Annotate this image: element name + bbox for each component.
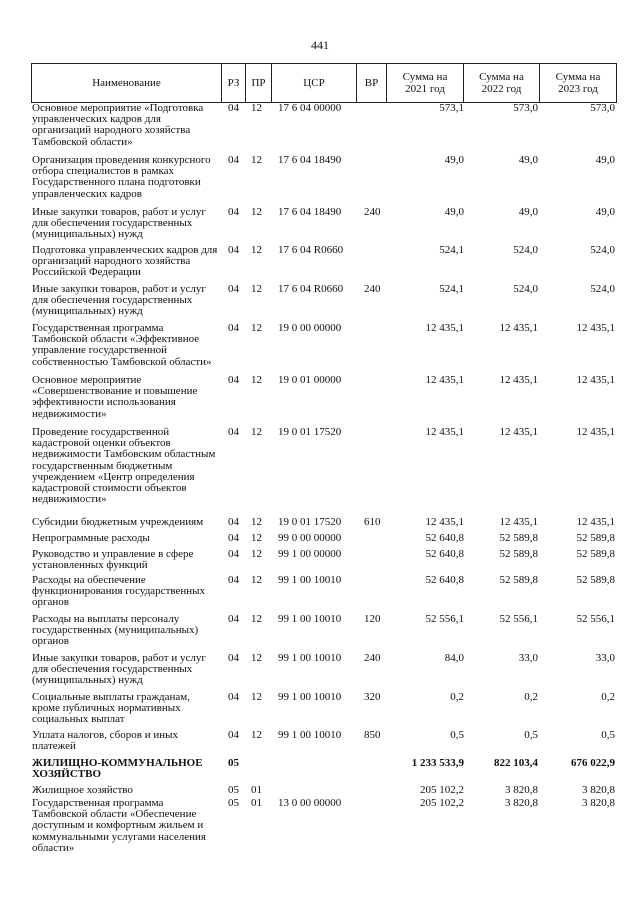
header-sum-2021: Сумма на 2021 год	[387, 64, 464, 102]
row-name: ЖИЛИЩНО-КОММУНАЛЬНОЕ ХОЗЯЙСТВО	[32, 757, 203, 781]
row-csr: 99 1 00 10010	[278, 613, 342, 625]
row-sum-2022: 33,0	[518, 652, 538, 664]
row-pr: 12	[251, 206, 262, 218]
row-vr: 120	[364, 613, 381, 625]
row-pr: 12	[251, 426, 262, 438]
row-name: Государственная программа Тамбовской области «Обеспечение доступным и комфортным жильем и коммунальными услугами населения области»	[32, 797, 206, 854]
row-sum-2023: 3 820,8	[582, 797, 615, 809]
row-rz: 04	[228, 426, 239, 438]
row-pr: 01	[251, 784, 262, 796]
row-sum-2021: 12 435,1	[425, 322, 464, 334]
row-pr: 12	[251, 548, 262, 560]
row-sum-2023: 0,2	[601, 691, 615, 703]
row-sum-2023: 49,0	[595, 154, 615, 166]
row-name: Расходы на выплаты персоналу государственных (муниципальных) органов	[32, 613, 199, 648]
row-sum-2022: 573,0	[513, 102, 538, 114]
row-pr: 12	[251, 154, 262, 166]
row-sum-2021: 524,1	[439, 283, 464, 295]
row-name: Основное мероприятие «Подготовка управленческих кадров для организаций народного хозяйства Тамбовской области»	[32, 102, 204, 148]
row-name: Государственная программа Тамбовской области «Эффективное управление государственной собственностью Тамбовской области»	[32, 322, 212, 368]
row-sum-2022: 52 589,8	[499, 574, 538, 586]
row-sum-2023: 573,0	[590, 102, 615, 114]
row-sum-2022: 49,0	[518, 206, 538, 218]
row-csr: 99 1 00 10010	[278, 691, 342, 703]
row-sum-2023: 49,0	[595, 206, 615, 218]
row-name: Проведение государственной кадастровой оценки объектов недвижимости Тамбовским областным государственным бюджетным учреждением «Центр определения кадастровой стоимости объектов недвижимости»	[32, 426, 216, 506]
row-name: Руководство и управление в сфере установленных функций	[32, 548, 194, 572]
row-sum-2021: 0,2	[450, 691, 464, 703]
row-sum-2021: 205 102,2	[420, 784, 464, 796]
row-sum-2023: 0,5	[601, 729, 615, 741]
row-csr: 19 0 01 00000	[278, 374, 342, 386]
row-sum-2021: 52 640,8	[425, 548, 464, 560]
row-sum-2021: 49,0	[444, 154, 464, 166]
row-pr: 12	[251, 574, 262, 586]
row-rz: 04	[228, 652, 239, 664]
row-sum-2023: 52 556,1	[576, 613, 615, 625]
row-pr: 12	[251, 652, 262, 664]
row-name: Субсидии бюджетным учреждениям	[32, 516, 204, 528]
row-vr: 240	[364, 283, 381, 295]
row-rz: 04	[228, 729, 239, 741]
row-name: Иные закупки товаров, работ и услуг для обеспечения государственных (муниципальных) нужд	[32, 283, 206, 318]
row-csr: 13 0 00 00000	[278, 797, 342, 809]
row-rz: 05	[228, 757, 239, 769]
row-vr: 240	[364, 652, 381, 664]
row-rz: 04	[228, 102, 239, 114]
row-sum-2023: 52 589,8	[576, 532, 615, 544]
row-sum-2021: 52 640,8	[425, 574, 464, 586]
row-rz: 04	[228, 322, 239, 334]
table-header	[31, 63, 617, 103]
row-rz: 04	[228, 532, 239, 544]
row-sum-2022: 52 589,8	[499, 548, 538, 560]
row-sum-2021: 1 233 533,9	[411, 757, 464, 769]
row-sum-2022: 524,0	[513, 283, 538, 295]
row-pr: 12	[251, 613, 262, 625]
row-csr: 17 6 04 18490	[278, 154, 342, 166]
row-sum-2023: 33,0	[595, 652, 615, 664]
row-name: Основное мероприятие «Совершенствование и повышение эффективности использования недвижимости»	[32, 374, 198, 420]
row-sum-2022: 12 435,1	[499, 516, 538, 528]
row-pr: 12	[251, 729, 262, 741]
row-rz: 05	[228, 784, 239, 796]
row-csr: 99 1 00 10010	[278, 652, 342, 664]
header-name: Наименование	[32, 64, 222, 102]
row-sum-2021: 12 435,1	[425, 374, 464, 386]
row-pr: 12	[251, 374, 262, 386]
row-name: Иные закупки товаров, работ и услуг для обеспечения государственных (муниципальных) нужд	[32, 652, 206, 687]
row-rz: 04	[228, 548, 239, 560]
row-sum-2023: 3 820,8	[582, 784, 615, 796]
row-rz: 04	[228, 283, 239, 295]
row-sum-2023: 676 022,9	[571, 757, 615, 769]
row-sum-2021: 524,1	[439, 244, 464, 256]
row-sum-2023: 12 435,1	[576, 426, 615, 438]
row-sum-2022: 3 820,8	[505, 784, 538, 796]
row-csr: 19 0 01 17520	[278, 516, 342, 528]
row-csr: 99 1 00 00000	[278, 548, 342, 560]
row-rz: 04	[228, 374, 239, 386]
row-sum-2022: 0,2	[524, 691, 538, 703]
row-name: Организация проведения конкурсного отбора специалистов в рамках Государственного плана подготовки управленческих кадров	[32, 154, 211, 200]
row-csr: 19 0 00 00000	[278, 322, 342, 334]
row-csr: 17 6 04 R0660	[278, 244, 344, 256]
row-pr: 12	[251, 532, 262, 544]
row-sum-2022: 49,0	[518, 154, 538, 166]
row-pr: 12	[251, 516, 262, 528]
row-sum-2021: 573,1	[439, 102, 464, 114]
row-sum-2023: 524,0	[590, 244, 615, 256]
row-sum-2021: 52 556,1	[425, 613, 464, 625]
row-csr: 17 6 04 18490	[278, 206, 342, 218]
header-pr: ПР	[246, 64, 272, 102]
row-sum-2021: 205 102,2	[420, 797, 464, 809]
row-vr: 610	[364, 516, 381, 528]
row-sum-2021: 12 435,1	[425, 426, 464, 438]
row-sum-2022: 12 435,1	[499, 374, 538, 386]
row-sum-2022: 524,0	[513, 244, 538, 256]
row-vr: 320	[364, 691, 381, 703]
row-sum-2022: 822 103,4	[494, 757, 538, 769]
header-vr: ВР	[357, 64, 387, 102]
row-rz: 04	[228, 613, 239, 625]
row-sum-2022: 52 589,8	[499, 532, 538, 544]
row-sum-2023: 52 589,8	[576, 548, 615, 560]
row-sum-2021: 49,0	[444, 206, 464, 218]
row-csr: 99 1 00 10010	[278, 574, 342, 586]
row-sum-2021: 12 435,1	[425, 516, 464, 528]
row-name: Расходы на обеспечение функционирования государственных органов	[32, 574, 206, 609]
row-sum-2023: 12 435,1	[576, 516, 615, 528]
row-name: Подготовка управленческих кадров для организаций народного хозяйства Российской Федерации	[32, 244, 218, 279]
header-rz: РЗ	[222, 64, 246, 102]
row-pr: 12	[251, 283, 262, 295]
row-vr: 240	[364, 206, 381, 218]
row-name: Непрограммные расходы	[32, 532, 150, 544]
row-sum-2022: 12 435,1	[499, 426, 538, 438]
row-sum-2021: 52 640,8	[425, 532, 464, 544]
row-rz: 04	[228, 574, 239, 586]
row-sum-2021: 0,5	[450, 729, 464, 741]
row-pr: 01	[251, 797, 262, 809]
row-vr: 850	[364, 729, 381, 741]
row-rz: 04	[228, 691, 239, 703]
row-name: Иные закупки товаров, работ и услуг для обеспечения государственных (муниципальных) нужд	[32, 206, 206, 241]
row-sum-2023: 524,0	[590, 283, 615, 295]
row-rz: 04	[228, 206, 239, 218]
row-sum-2022: 12 435,1	[499, 322, 538, 334]
page-number: 441	[311, 38, 329, 52]
row-sum-2023: 52 589,8	[576, 574, 615, 586]
row-rz: 05	[228, 797, 239, 809]
row-pr: 12	[251, 244, 262, 256]
row-sum-2022: 3 820,8	[505, 797, 538, 809]
row-sum-2022: 52 556,1	[499, 613, 538, 625]
row-csr: 99 1 00 10010	[278, 729, 342, 741]
row-name: Социальные выплаты гражданам, кроме публичных нормативных социальных выплат	[32, 691, 190, 726]
row-pr: 12	[251, 102, 262, 114]
row-name: Уплата налогов, сборов и иных платежей	[32, 729, 179, 753]
header-csr: ЦСР	[272, 64, 357, 102]
row-name: Жилищное хозяйство	[32, 784, 133, 796]
row-sum-2022: 0,5	[524, 729, 538, 741]
row-pr: 12	[251, 691, 262, 703]
row-pr: 12	[251, 322, 262, 334]
header-sum-2022: Сумма на 2022 год	[464, 64, 540, 102]
row-rz: 04	[228, 244, 239, 256]
row-csr: 17 6 04 R0660	[278, 283, 344, 295]
row-sum-2023: 12 435,1	[576, 374, 615, 386]
row-csr: 19 0 01 17520	[278, 426, 342, 438]
header-sum-2023: Сумма на 2023 год	[555, 71, 601, 95]
row-csr: 17 6 04 00000	[278, 102, 342, 114]
row-sum-2023: 12 435,1	[576, 322, 615, 334]
row-sum-2021: 84,0	[444, 652, 464, 664]
row-csr: 99 0 00 00000	[278, 532, 342, 544]
row-rz: 04	[228, 516, 239, 528]
row-rz: 04	[228, 154, 239, 166]
